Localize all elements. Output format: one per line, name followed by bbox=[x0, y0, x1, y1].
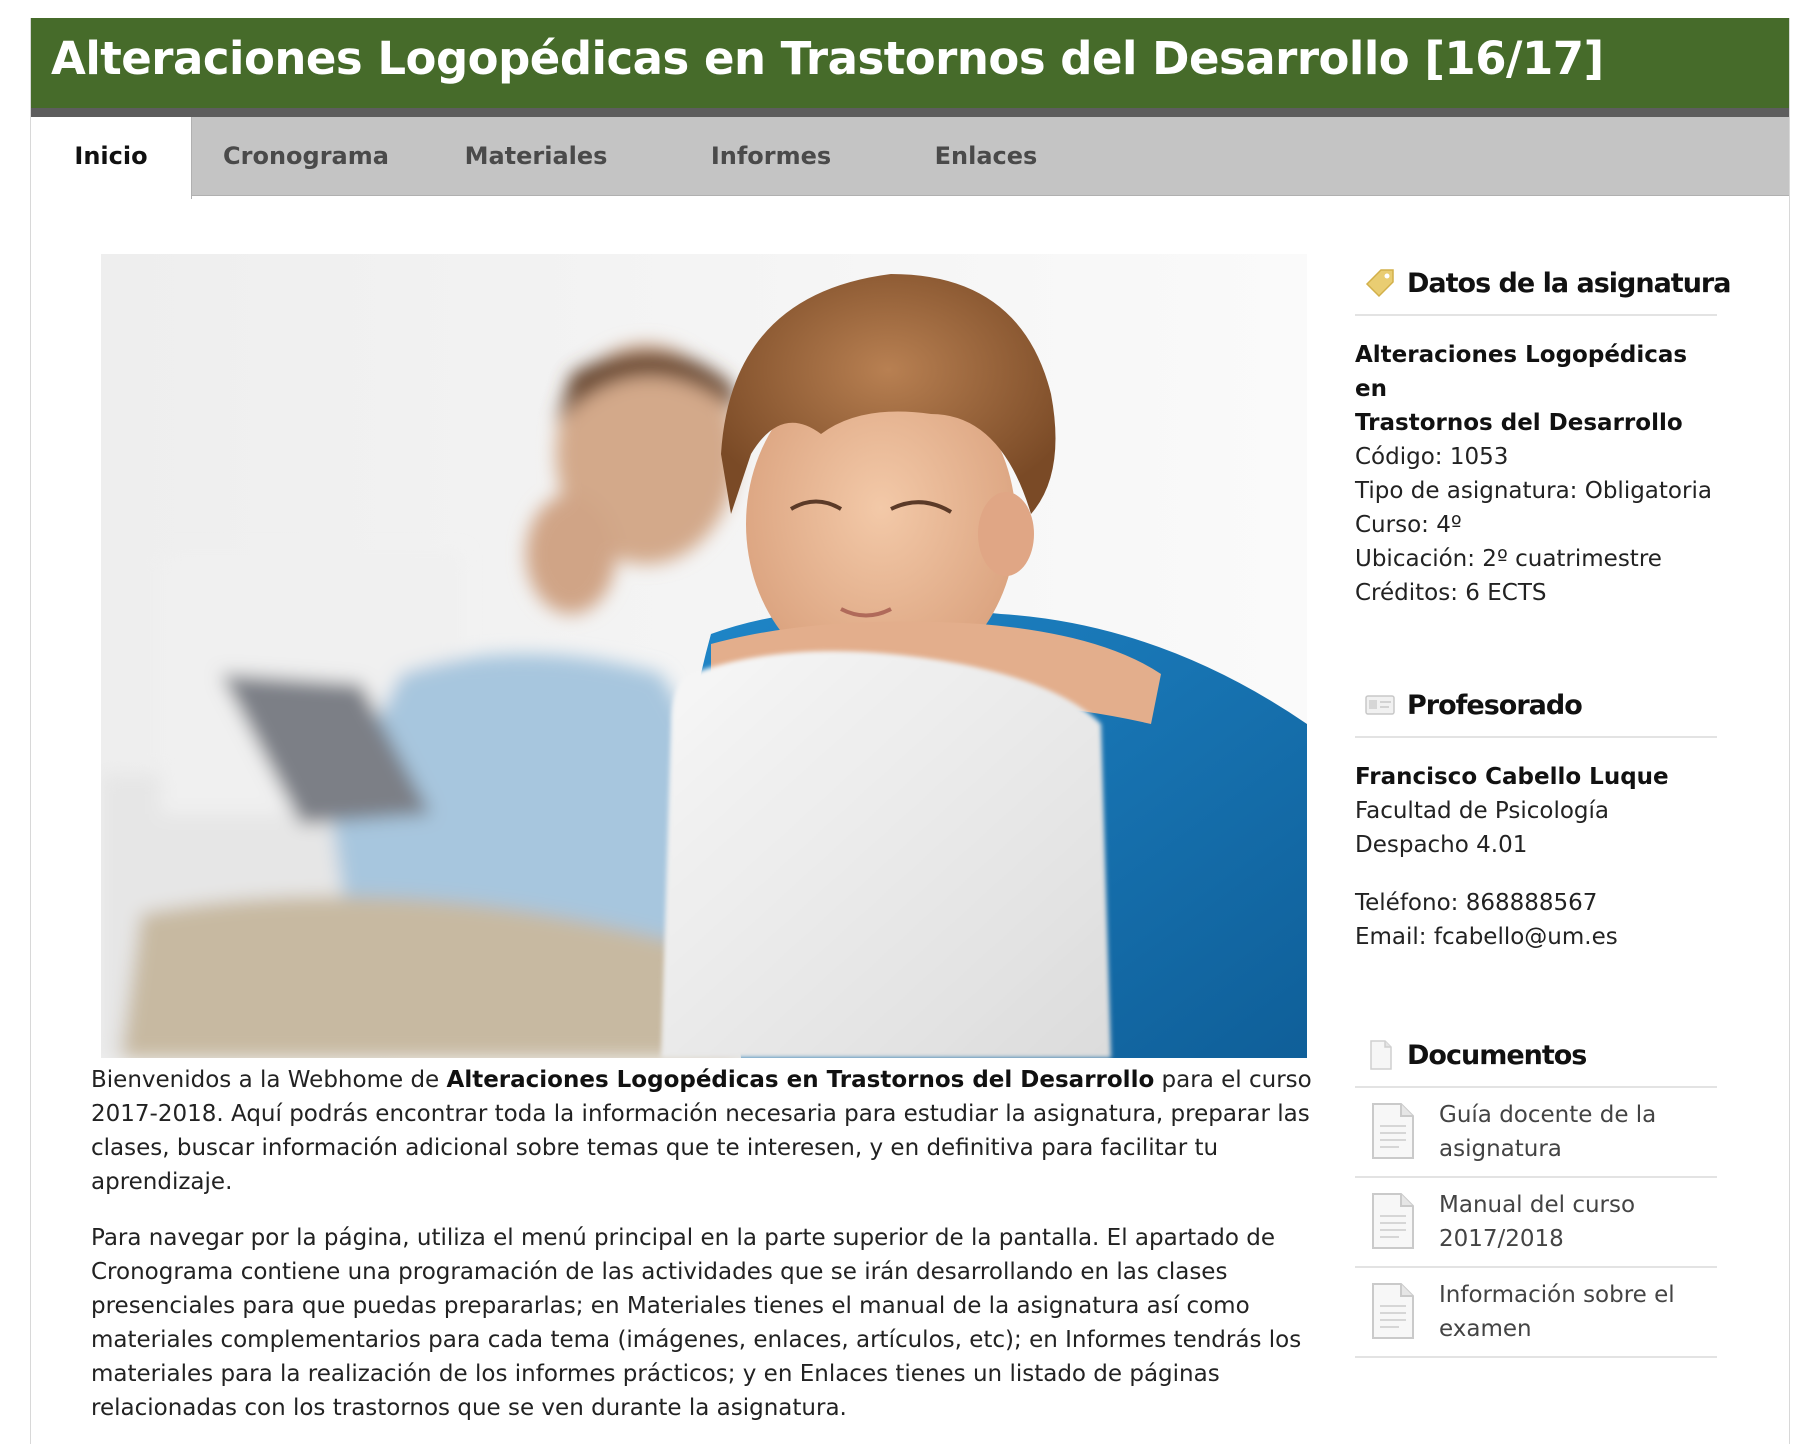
course-name-bold: Alteraciones Logopédicas en Trastornos del Desarrollo bbox=[446, 1067, 1155, 1093]
teacher-faculty: Facultad de Psicología bbox=[1355, 798, 1610, 824]
tab-inicio[interactable]: Inicio bbox=[31, 117, 192, 199]
document-label[interactable]: Información sobre el examen bbox=[1439, 1282, 1675, 1342]
tab-informes[interactable]: Informes bbox=[710, 142, 832, 170]
document-item-manual[interactable] bbox=[1355, 1178, 1717, 1268]
teacher-email[interactable]: Email: fcabello@um.es bbox=[1355, 924, 1618, 950]
subject-credits: Créditos: 6 ECTS bbox=[1355, 580, 1547, 606]
teacher-phone: Teléfono: 868888567 bbox=[1355, 890, 1598, 916]
document-item-examen[interactable] bbox=[1355, 1268, 1717, 1358]
document-file-icon bbox=[1367, 1100, 1419, 1162]
tab-enlaces[interactable]: Enlaces bbox=[934, 142, 1038, 170]
document-item-guia[interactable] bbox=[1355, 1088, 1717, 1178]
documents-list bbox=[1355, 1088, 1717, 1358]
subject-code: Código: 1053 bbox=[1355, 444, 1509, 470]
tab-cronograma[interactable]: Cronograma bbox=[223, 142, 389, 170]
section-heading-datos: Datos de la asignatura bbox=[1355, 258, 1717, 316]
teacher-office: Despacho 4.01 bbox=[1355, 832, 1528, 858]
subject-name-line1: Alteraciones Logopédicas en bbox=[1355, 342, 1688, 402]
hero-image bbox=[101, 254, 1307, 1058]
tag-icon bbox=[1363, 266, 1397, 300]
section-heading-profesorado: Profesorado bbox=[1355, 680, 1717, 738]
profesorado-body bbox=[1355, 738, 1717, 1030]
page-title: Alteraciones Logopédicas en Trastornos del Desarrollo [16/17] bbox=[51, 32, 1604, 85]
subject-type: Tipo de asignatura: Obligatoria bbox=[1355, 478, 1712, 504]
sidebar bbox=[1355, 258, 1731, 1358]
intro-paragraph-1: Bienvenidos a la Webhome de Alteraciones Logopédicas en Trastornos del Desarrollo para el curso 2017-2018. Aquí podrás encontrar toda la información necesaria para estudiar la asignatura, preparar las clases, buscar información adicional sobre temas que te interesen, y en definitiva para facilitar tu aprendizaje. bbox=[91, 1067, 1312, 1195]
intro-text bbox=[91, 1063, 1316, 1447]
subject-location: Ubicación: 2º cuatrimestre bbox=[1355, 546, 1662, 572]
document-icon bbox=[1363, 1038, 1397, 1072]
document-file-icon bbox=[1367, 1190, 1419, 1252]
section-heading-documentos: Documentos bbox=[1355, 1030, 1717, 1088]
card-icon bbox=[1363, 688, 1397, 722]
page-frame bbox=[30, 18, 1790, 1444]
header-bar bbox=[31, 18, 1789, 117]
teacher-name: Francisco Cabello Luque bbox=[1355, 764, 1669, 790]
datos-body bbox=[1355, 316, 1717, 680]
tab-materiales[interactable]: Materiales bbox=[464, 142, 608, 170]
intro-paragraph-2: Para navegar por la página, utiliza el menú principal en la parte superior de la pantalla. El apartado de Cronograma contiene una programación de las actividades que se irán desarrollando en las clases presenciales para que puedas prepararlas; en Materiales tienes el manual de la asignatura así como materiales complementarios para cada tema (imágenes, enlaces, artículos, etc); en Informes tendrás los materiales para la realización de los informes prácticos; y en Enlaces tienes un listado de páginas relacionadas con los trastornos que se ven durante la asignatura. bbox=[91, 1225, 1302, 1421]
subject-name-line2: Trastornos del Desarrollo bbox=[1355, 410, 1683, 436]
subject-course: Curso: 4º bbox=[1355, 512, 1462, 538]
document-label[interactable]: Guía docente de la asignatura bbox=[1439, 1102, 1657, 1162]
document-label[interactable]: Manual del curso 2017/2018 bbox=[1439, 1192, 1636, 1252]
main-nav bbox=[31, 117, 1789, 196]
document-file-icon bbox=[1367, 1280, 1419, 1342]
